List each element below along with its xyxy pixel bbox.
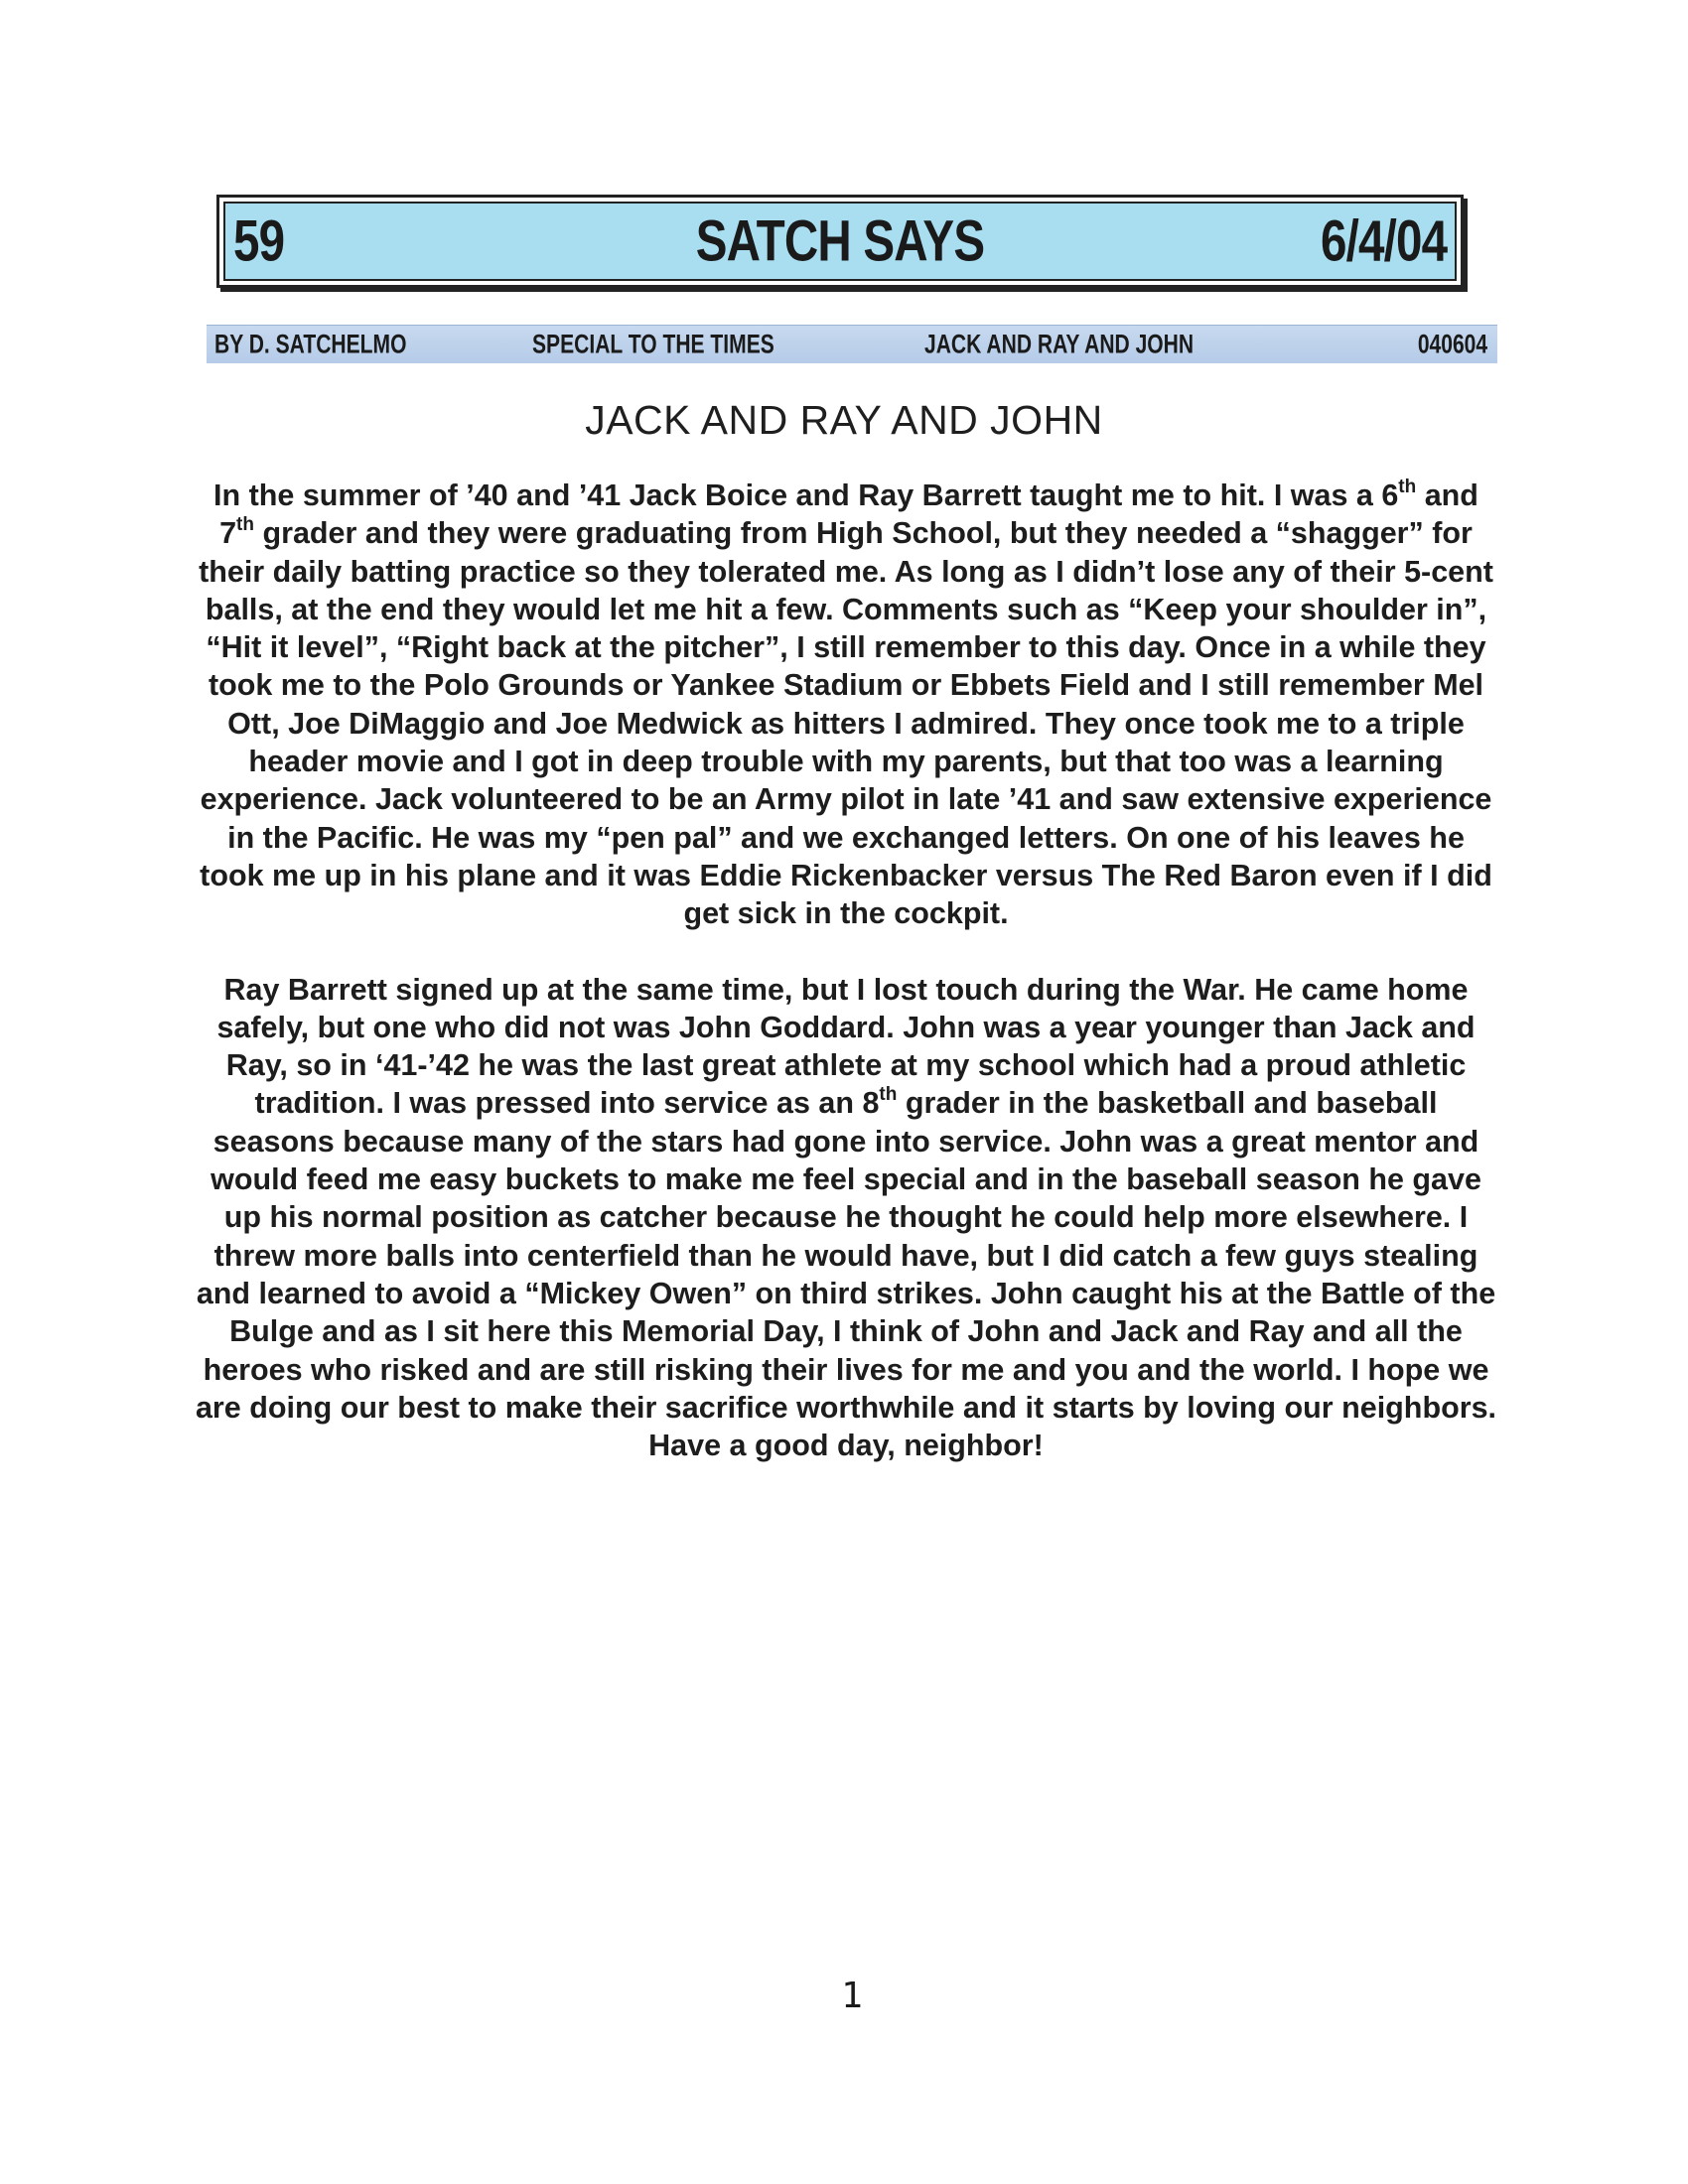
byline-code: 040604 bbox=[1417, 329, 1487, 359]
article-title: JACK AND RAY AND JOHN bbox=[585, 397, 1103, 443]
column-date: 6/4/04 bbox=[1320, 208, 1447, 274]
article-paragraph-1: In the summer of ’40 and ’41 Jack Boice and Ray Barrett taught me to hit. I was a 6th and 7th grader and they were graduating from High School, but they needed a “shagger” for their daily batting practice so they tolerated me. As long as I didn’t lose any of their 5-cent balls, at the end they would let me hit a few. Comments such as “Keep your shoulder in”, “Hit it level”, “Right back at the pitcher”, I still remember to this day. Once in a while they took me to the Polo Grounds or Yankee Stadium or Ebbets Field and I still remember Mel Ott, Joe DiMaggio and Joe Medwick as hitters I admired. They once took me to a triple header movie and I got in deep trouble with my parents, but that too was a learning experience. Jack volunteered to be an Army pilot in late ’41 and saw extensive experience in the Pacific. He was my “pen pal” and we exchanged letters. On one of his leaves he took me up in his plane and it was Eddie Rickenbacker versus The Red Baron even if I did get sick in the cockpit. bbox=[199, 476, 1493, 931]
byline-bar bbox=[207, 325, 1497, 363]
article-paragraph-2: Ray Barrett signed up at the same time, but I lost touch during the War. He came home safely, but one who did not was John Goddard. John was a year younger than Jack and Ray, so in ‘41-’42 he was the last great athlete at my school which had a proud athletic tradition. I was pressed into service as an 8th grader in the basketball and baseball seasons because many of the stars had gone into service. John was a great mentor and would feed me easy buckets to make me feel special and in the baseball season he gave up his normal position as catcher because he thought he could help more elsewhere. I threw more balls into centerfield than he would have, but I did catch a few guys stealing and learned to avoid a “Mickey Owen” on third strikes. John caught his at the Battle of the Bulge and as I sit here this Memorial Day, I think of John and Jack and Ray and all the heroes who risked and are still risking their lives for me and you and the world. I hope we are doing our best to make their sacrifice worthwhile and it starts by loving our neighbors. Have a good day, neighbor! bbox=[195, 972, 1497, 1463]
column-number: 59 bbox=[233, 208, 285, 274]
byline-topic: JACK AND RAY AND JOHN bbox=[924, 329, 1195, 359]
masthead bbox=[216, 195, 1464, 288]
article-body bbox=[195, 477, 1497, 1464]
column-title: SATCH SAYS bbox=[695, 208, 985, 274]
page-number: 1 bbox=[841, 1976, 863, 2016]
masthead-banner bbox=[223, 202, 1457, 281]
byline-special: SPECIAL TO THE TIMES bbox=[532, 329, 774, 359]
byline-author: BY D. SATCHELMO bbox=[214, 329, 407, 359]
